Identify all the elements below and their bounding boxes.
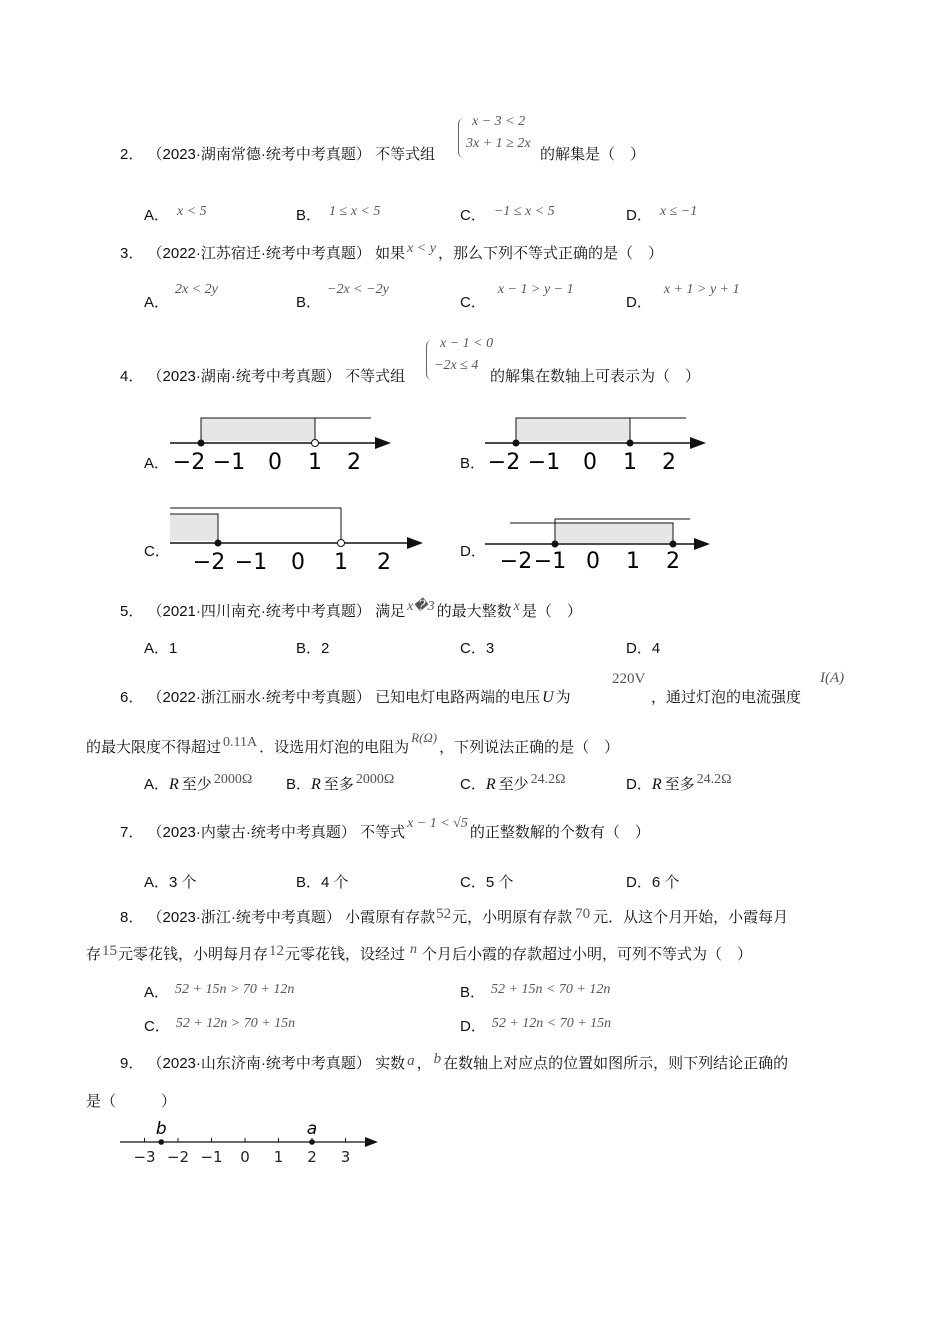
q6-option-b[interactable] [286,773,394,794]
q4-option-d-number-line [480,508,720,578]
q8-stem-text-a: 小霞原有存款 [345,909,436,926]
q8-variable: n [410,942,418,957]
option-label: D． [626,294,652,311]
closed-dot [513,440,520,447]
option-variable: R [169,776,179,793]
option-value: 5 个 [485,874,514,891]
q5-variable: x [513,599,520,614]
tick-label: 1 [273,1148,284,1166]
tick-label: −2 [487,450,521,475]
q8-amount-3: 15 [102,943,118,959]
option-value: 1 [169,640,178,657]
option-value: x ≤ −1 [659,204,698,219]
q4-inequality-system [426,336,494,384]
shaded-region [516,418,630,441]
closed-dot [198,440,205,447]
q7-source: （2023·内蒙古·统考中考真题） [147,824,356,841]
q8-line2-text-d: 个月后小霞的存款超过小明，可列不等式为（ ） [422,946,753,963]
tick-label: 1 [626,549,640,574]
tick-label: 0 [583,450,597,475]
q2-stem-text-a: 不等式组 [375,146,436,163]
q3-number: 3． [120,245,144,262]
q3-option-a[interactable] [144,282,218,312]
option-label: A． [144,874,170,891]
option-value: 2x < 2y [175,282,218,297]
q5-stem-text-b: 的最大整数 [436,603,512,620]
q2-inequality-system [458,114,538,162]
option-text: 至少 [181,776,212,793]
q4-sys-line-1: x − 1 < 0 [440,336,494,351]
tick-label: 1 [623,450,637,475]
q4-stem-text-a: 不等式组 [345,368,406,385]
tick-label: 2 [377,550,391,575]
q4-source: （2023·湖南·统考中考真题） [147,368,341,385]
q3-stem-text-a: 如果 [375,245,406,262]
q4-stem-tail: 的解集在数轴上可表示为（ ） [490,368,701,385]
option-label: B． [296,207,322,224]
option-label: A． [144,455,170,472]
arrow-icon [694,538,710,550]
q7-number: 7． [120,824,144,841]
option-label: C． [144,1018,170,1035]
q8-line2-text-b: 元零花钱，小明每月存 [118,946,269,963]
tick-label: 3 [340,1148,351,1166]
q5-option-d[interactable] [626,637,660,658]
q5-option-b[interactable] [296,637,329,658]
point-b [158,1139,164,1145]
q9-stem-line-2: 是（ ） [86,1093,177,1110]
option-label: B． [286,776,312,793]
q9-stem-line-1 [120,1052,788,1073]
q3-source: （2022·江苏宿迁·统考中考真题） [147,245,371,262]
point-label-b: b [155,1119,167,1139]
shaded-region [555,523,673,543]
q8-option-c[interactable] [144,1015,295,1036]
q8-stem-line-1 [120,906,788,927]
q9-stem-text-b: 在数轴上对应点的位置如图所示，则下列结论正确的 [443,1055,789,1072]
tick-label: 1 [334,550,348,575]
tick-label: 2 [307,1148,317,1166]
q8-line2-text-a: 存 [86,946,102,963]
q8-stem-text-b: 元，小明原有存款 [452,909,573,926]
q3-option-c[interactable] [460,282,574,312]
tick-label: −3 [133,1148,156,1166]
tick-label: 0 [291,550,305,575]
q5-option-a[interactable] [144,637,177,658]
option-value: 1 ≤ x < 5 [329,204,381,219]
tick-label: 2 [347,450,361,475]
option-label: B． [296,874,322,891]
closed-dot [552,541,559,548]
q2-stem-tail: 的解集是（ ） [540,146,646,163]
option-value: 52 + 15n > 70 + 12n [175,982,295,997]
q9-number-line [110,1118,390,1178]
open-dot [338,540,345,547]
option-label: D． [460,543,486,560]
q9-comma: ， [416,1055,432,1072]
option-value: x + 1 > y + 1 [663,282,740,297]
option-text: 至多 [323,776,354,793]
q9-stem-text-a: 实数 [375,1055,406,1072]
tick-label: 2 [662,450,676,475]
q3-condition: x < y [407,241,436,256]
arrow-icon [365,1137,378,1147]
q8-stem-text-c: 元．从这个月开始，小霞每月 [593,909,789,926]
option-value: 24.2Ω [530,772,566,787]
option-value: 2 [321,640,330,657]
option-value: 2000Ω [355,772,395,787]
q6-voltage: 220V [612,671,646,687]
tick-label: 0 [586,549,600,574]
q7-option-d[interactable] [626,871,679,892]
arrow-icon [407,537,423,549]
option-label: A． [144,294,170,311]
tick-label: 2 [666,549,680,574]
tick-label: −2 [192,550,226,575]
q3-stem [120,242,663,263]
q8-line2-text-c: 元零花钱，设经过 [285,946,406,963]
arrow-icon [375,437,391,449]
option-label: D． [626,207,652,224]
option-value: 52 + 12n < 70 + 15n [491,1016,612,1031]
q3-option-b[interactable] [296,282,389,312]
option-label: C． [460,640,486,657]
q3-option-d[interactable] [626,282,740,312]
tick-label: −2 [166,1148,190,1166]
q7-option-b[interactable] [296,871,349,892]
tick-label: 1 [308,450,322,475]
tick-label: 0 [268,450,282,475]
q9-var-a: a [407,1053,415,1069]
option-label: D． [626,776,652,793]
shaded-region [201,418,315,441]
option-label: D． [626,874,652,891]
q6-stem-text-c: ，通过灯泡的电流强度 [651,689,802,706]
tick-label: −1 [234,550,268,575]
q3-stem-text-b: ，那么下列不等式正确的是（ ） [437,245,663,262]
tick-label: −2 [499,549,533,574]
option-label: D． [460,1018,486,1035]
q4-number: 4． [120,368,144,385]
q2-option-a[interactable] [144,204,207,225]
option-variable: R [311,776,321,793]
q5-stem [120,600,582,621]
q8-amount-1: 52 [436,906,452,922]
q9-source: （2023·山东济南·统考中考真题） [147,1055,371,1072]
q5-option-c[interactable] [460,637,494,658]
q5-number: 5． [120,603,144,620]
option-value: 3 [485,640,495,657]
closed-dot [670,541,677,548]
option-variable: R [485,776,496,793]
q6-stem-text-b: 为 [555,689,571,706]
q4-option-a-number-line [165,408,405,478]
option-label: C． [460,207,486,224]
q6-current: I(A) [820,670,845,686]
open-dot [312,440,319,447]
tick-label: −1 [200,1148,223,1166]
option-value: 3 个 [169,874,197,891]
q8-amount-2: 70 [575,906,591,922]
q7-stem-text-a: 不等式 [360,824,406,841]
option-label: C． [460,776,486,793]
q6-option-c[interactable] [460,773,566,794]
q2-sys-line-2: 3x + 1 ≥ 2x [466,136,531,151]
q5-stem-text-a: 满足 [375,603,406,620]
q8-amount-4: 12 [269,943,285,959]
tick-label: 0 [240,1148,250,1166]
q2-number: 2． [120,146,144,163]
q7-stem-text-b: 的正整数解的个数有（ ） [469,824,650,841]
point-label-a: a [306,1119,318,1139]
option-label: B． [296,640,322,657]
q2-option-d[interactable] [626,204,697,225]
q7-option-c[interactable] [460,871,513,892]
tick-label: −1 [533,549,567,574]
option-label: A． [144,984,170,1001]
q8-source: （2023·浙江·统考中考真题） [147,909,341,926]
q2-sys-line-1: x − 3 < 2 [472,114,526,129]
option-value: 4 [651,640,661,657]
option-label: D． [626,640,652,657]
q6-stem-line-2 [86,730,620,757]
q5-stem-text-c: 是（ ） [521,603,582,620]
option-label: C． [460,874,486,891]
option-value: x < 5 [177,204,207,219]
q8-stem-line-2 [86,943,752,964]
q6-resistance: R(Ω) [411,730,438,745]
q6-line2-text-a: 的最大限度不得超过 [86,739,222,756]
q2-option-b[interactable] [296,204,380,225]
q6-amp: 0.11A [223,735,258,750]
q6-source: （2022·浙江丽水·统考中考真题） [147,689,371,706]
option-label: B． [460,455,486,472]
q6-option-a[interactable] [144,773,252,794]
option-text: 至多 [664,776,695,793]
q7-option-a[interactable] [144,871,197,892]
q6-stem-line-1 [120,686,571,707]
point-a [309,1139,315,1145]
option-label: A． [144,776,170,793]
option-value: 4 个 [321,874,349,891]
option-label: C． [144,543,170,560]
q2-source: （2023·湖南常德·统考中考真题） [147,146,371,163]
q4-stem [120,365,405,386]
q6-voltage-symbol: U [542,689,554,706]
q4-option-b-number-line [480,408,720,478]
closed-dot [627,440,634,447]
option-label: B． [296,294,322,311]
q4-sys-line-2: −2x ≤ 4 [434,358,479,373]
option-label: C． [460,294,486,311]
q6-line2-text-c: ，下列说法正确的是（ ） [439,739,620,756]
option-label: A． [144,640,170,657]
shaded-region [170,514,218,541]
option-value: 2000Ω [213,772,253,787]
option-value: −1 ≤ x < 5 [493,204,555,219]
q2-stem [120,143,435,164]
option-value: 24.2Ω [696,772,732,787]
tick-label: −1 [212,450,246,475]
q8-option-b[interactable] [460,981,610,1002]
q6-option-d[interactable] [626,773,732,794]
q6-number: 6． [120,689,144,706]
option-value: 52 + 12n > 70 + 15n [175,1016,296,1031]
q2-option-c[interactable] [460,204,555,225]
q6-stem-text-a: 已知电灯电路两端的电压 [375,689,541,706]
q4-option-c-number-line [165,500,435,575]
option-label: B． [460,984,486,1001]
option-value: 6 个 [651,874,680,891]
q5-source: （2021·四川南充·统考中考真题） [147,603,371,620]
q8-option-d[interactable] [460,1015,611,1036]
closed-dot [215,540,222,547]
q9-number: 9． [120,1055,144,1072]
option-value: x − 1 > y − 1 [497,282,574,297]
option-variable: R [651,776,662,793]
option-label: A． [144,207,170,224]
q5-condition: x�3 [407,599,435,614]
tick-label: −1 [527,450,561,475]
option-value: −2x < −2y [327,282,389,297]
q8-number: 8． [120,909,144,926]
tick-label: −2 [172,450,206,475]
arrow-icon [690,437,706,449]
option-text: 至少 [498,776,529,793]
q7-stem [120,816,650,842]
q6-line2-text-b: ．设选用灯泡的电阻为 [259,739,410,756]
q7-inequality: x − 1 < √5 [407,816,468,831]
q8-option-a[interactable] [144,981,294,1002]
option-value: 52 + 15n < 70 + 12n [491,982,611,997]
q9-var-b: b [433,1051,442,1067]
